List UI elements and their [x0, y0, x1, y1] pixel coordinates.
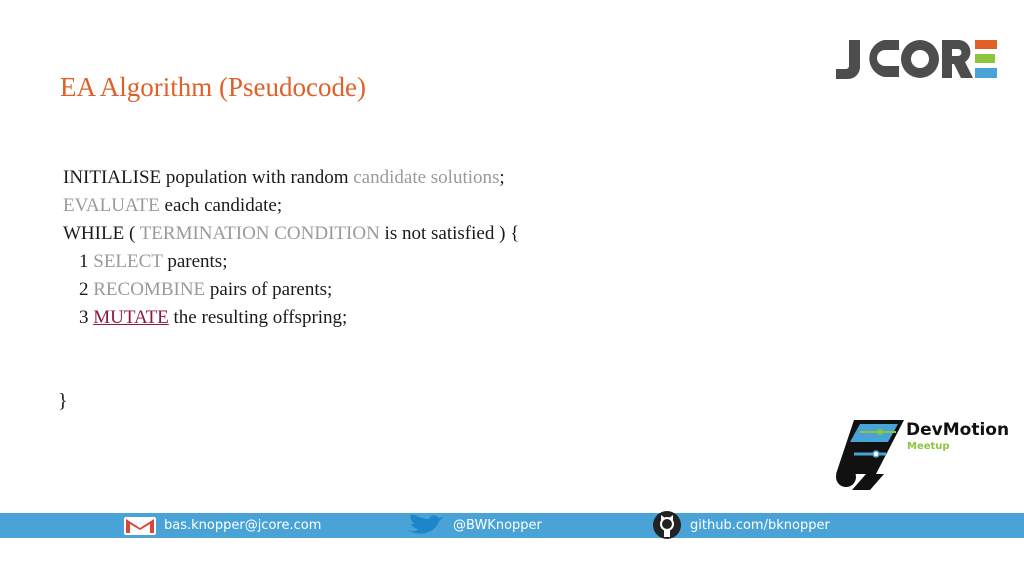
footer-twitter[interactable] — [405, 513, 542, 538]
github-octocat-icon — [652, 510, 682, 540]
code-text: each candidate; — [159, 195, 283, 216]
keyword-evaluate: EVALUATE — [63, 195, 160, 216]
code-text: is not satisfied ) { — [379, 223, 520, 244]
step-number: 2 — [79, 279, 94, 300]
keyword-termination-condition: TERMINATION CONDITION — [139, 223, 380, 244]
keyword-candidate-solutions: candidate solutions — [353, 167, 500, 188]
mutate-link[interactable]: MUTATE — [93, 307, 169, 328]
pseudocode-block — [63, 164, 519, 332]
code-text: ; — [499, 167, 505, 188]
keyword-recombine: RECOMBINE — [93, 279, 206, 300]
keyword-initialise: INITIALISE — [63, 167, 162, 188]
slide-title: EA Algorithm (Pseudocode) — [60, 72, 366, 102]
contact-footer-bar — [0, 513, 1024, 538]
twitter-handle[interactable]: @BWKnopper — [453, 518, 542, 533]
gmail-icon — [124, 517, 156, 535]
code-line-while — [63, 220, 519, 248]
devmotion-logo — [836, 414, 1016, 492]
devmotion-sub: Meetup — [907, 441, 950, 452]
footer-email[interactable] — [124, 513, 321, 538]
keyword-while: WHILE — [63, 223, 125, 244]
code-line-recombine — [63, 276, 519, 304]
footer-github[interactable] — [652, 513, 830, 538]
code-text: ( — [124, 223, 140, 244]
code-line-mutate — [63, 304, 519, 332]
email-address[interactable]: bas.knopper@jcore.com — [164, 518, 322, 533]
code-text: parents; — [162, 251, 228, 272]
step-number: 1 — [79, 251, 94, 272]
closing-brace: } — [58, 390, 68, 412]
code-line-initialise — [63, 164, 519, 192]
keyword-select: SELECT — [93, 251, 163, 272]
devmotion-name: DevMotion — [906, 420, 1010, 440]
code-text: the resulting offspring; — [168, 307, 348, 328]
code-text: pairs of parents; — [205, 279, 333, 300]
step-number: 3 — [79, 307, 94, 328]
code-text: population with random — [161, 167, 354, 188]
jcore-logo — [832, 38, 998, 80]
code-line-evaluate — [63, 192, 519, 220]
github-url[interactable]: github.com/bknopper — [690, 518, 830, 533]
code-line-select — [63, 248, 519, 276]
twitter-bird-icon — [405, 515, 445, 537]
